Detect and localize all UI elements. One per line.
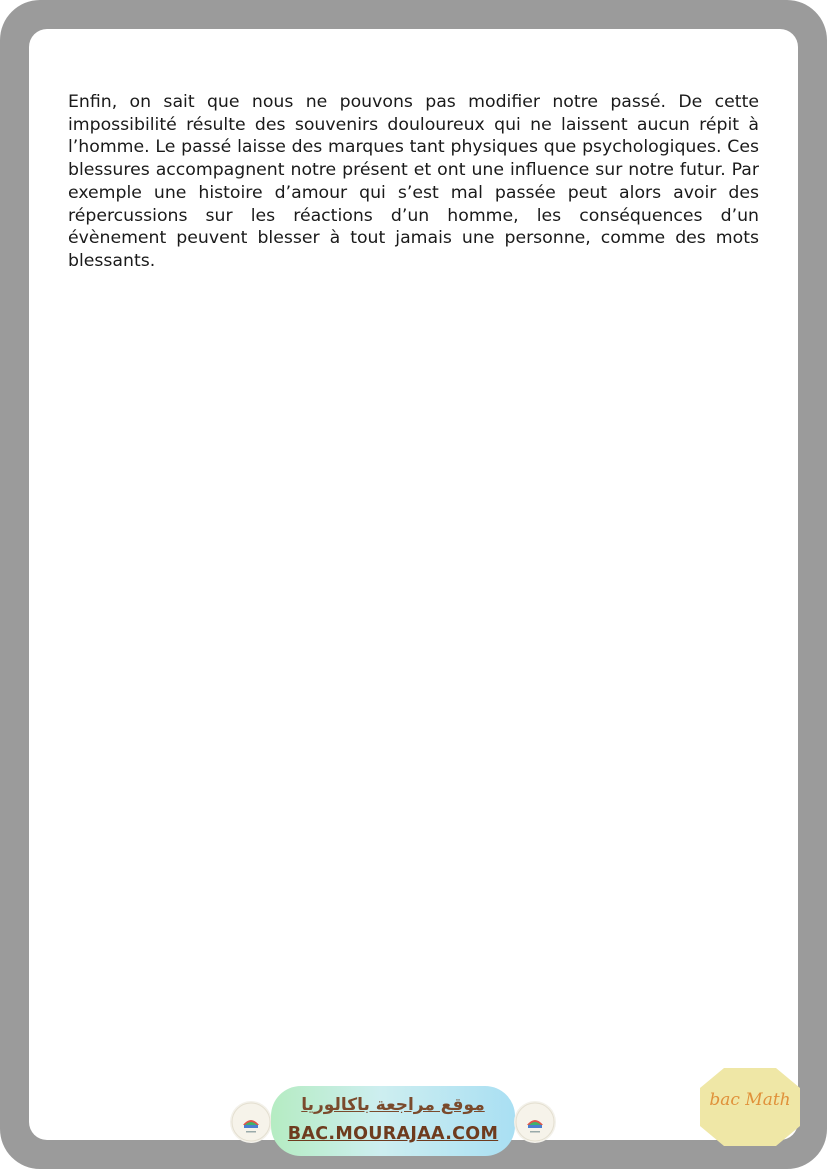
footer-site-badge[interactable] bbox=[271, 1086, 515, 1156]
site-logo-right-icon bbox=[514, 1101, 556, 1143]
bac-math-logo-text: bac Math bbox=[709, 1090, 791, 1110]
bac-math-logo bbox=[698, 1066, 802, 1148]
footer-arabic-title[interactable]: موقع مراجعة باكالوريا bbox=[301, 1095, 485, 1115]
site-logo-left-icon bbox=[230, 1101, 272, 1143]
footer-site-link[interactable]: BAC.MOURAJAA.COM bbox=[287, 1124, 499, 1144]
document-paragraph: Enfin, on sait que nous ne pouvons pas modifier notre passé. De cette impossibilité résulte des souvenirs douloureux qui ne laissent aucun répit à l’homme. Le passé laisse des marques tant physiques que psychologiques. Ces blessures accompagnent notre présent et ont une influence sur notre futur. Par exemple une histoire d’amour qui s’est mal passée peut alors avoir des répercussions sur les réactions d’un homme, les conséquences d’un évènement peuvent blesser à tout jamais une personne, comme des mots blessants. bbox=[68, 92, 759, 271]
